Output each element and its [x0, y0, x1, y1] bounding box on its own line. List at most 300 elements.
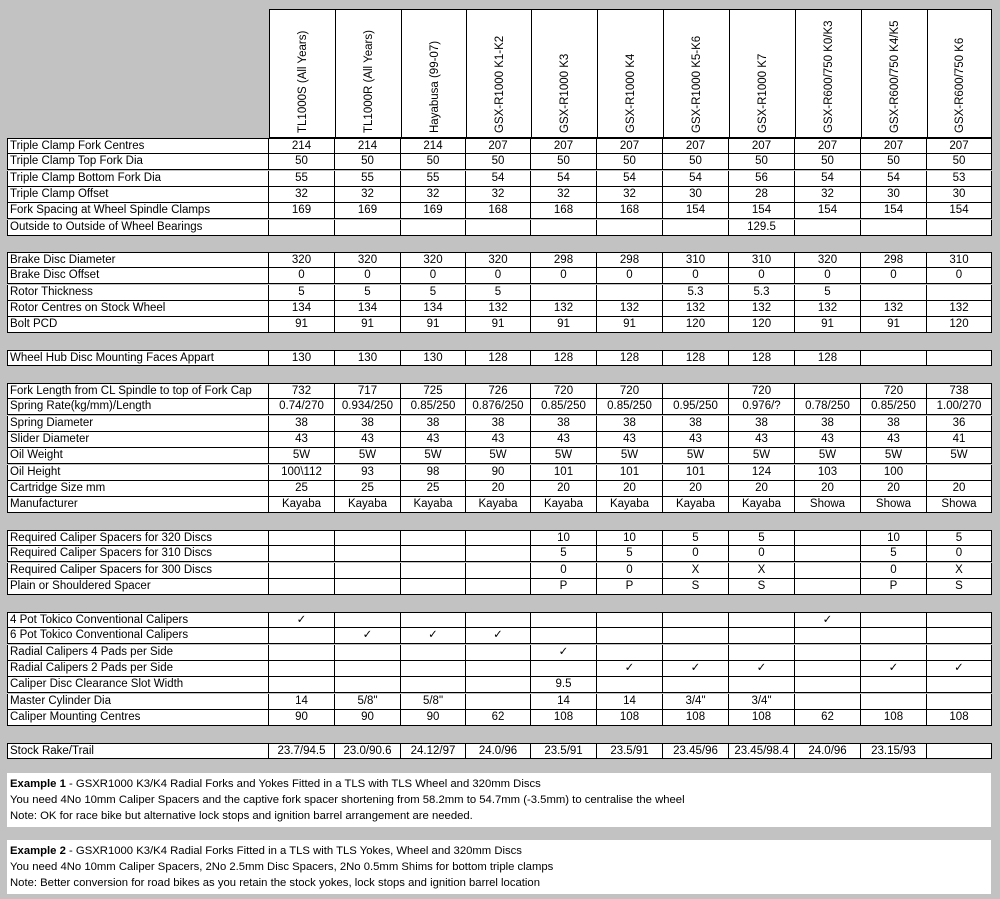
- table-cell: 0: [663, 546, 729, 562]
- table-cell: 50: [597, 154, 663, 170]
- table-cell: 43: [663, 432, 729, 448]
- table-cell: 169: [401, 203, 466, 219]
- table-cell: [861, 220, 927, 236]
- table-cell: 25: [335, 481, 401, 497]
- row-label: Spring Diameter: [7, 416, 269, 432]
- table-cell: 50: [269, 154, 335, 170]
- table-cell: 10: [597, 530, 663, 546]
- table-cell: [531, 285, 597, 301]
- table-cell: 169: [269, 203, 335, 219]
- table-cell: 132: [729, 301, 795, 317]
- table-cell: 108: [729, 710, 795, 726]
- row-label: Required Caliper Spacers for 320 Discs: [7, 530, 269, 546]
- table-cell: 298: [861, 252, 927, 268]
- table-cell: [466, 220, 531, 236]
- row-label: Radial Calipers 2 Pads per Side: [7, 661, 269, 677]
- table-cell: 3/4": [729, 694, 795, 710]
- table-cell: [927, 350, 992, 366]
- table-cell: 50: [729, 154, 795, 170]
- table-cell: Kayaba: [531, 497, 597, 513]
- table-cell: 38: [663, 416, 729, 432]
- table-cell: 320: [795, 252, 861, 268]
- table-cell: 43: [531, 432, 597, 448]
- table-cell: 38: [729, 416, 795, 432]
- table-cell: 90: [401, 710, 466, 726]
- table-cell: 0.85/250: [861, 399, 927, 415]
- table-cell: [401, 612, 466, 628]
- table-cell: 0.85/250: [531, 399, 597, 415]
- row-label: Stock Rake/Trail: [7, 743, 269, 759]
- table-cell: 38: [795, 416, 861, 432]
- table-cell: [466, 579, 531, 595]
- table-cell: 124: [729, 465, 795, 481]
- table-cell: [466, 694, 531, 710]
- table-cell: ✓: [335, 628, 401, 644]
- table-cell: 5W: [531, 448, 597, 464]
- table-cell: [927, 612, 992, 628]
- table-cell: 32: [466, 187, 531, 203]
- table-cell: 91: [531, 317, 597, 333]
- table-cell: [531, 220, 597, 236]
- table-cell: [861, 285, 927, 301]
- table-cell: 120: [663, 317, 729, 333]
- table-cell: 154: [729, 203, 795, 219]
- table-cell: 20: [663, 481, 729, 497]
- table-cell: 0: [597, 268, 663, 284]
- table-cell: [927, 743, 992, 759]
- table-cell: 41: [927, 432, 992, 448]
- table-cell: 130: [335, 350, 401, 366]
- table-cell: 154: [663, 203, 729, 219]
- table-cell: 32: [597, 187, 663, 203]
- row-label: Triple Clamp Top Fork Dia: [7, 154, 269, 170]
- table-cell: 5W: [597, 448, 663, 464]
- table-cell: 91: [401, 317, 466, 333]
- model-header-label: GSX-R1000 K5-K6: [691, 35, 703, 133]
- table-cell: 54: [663, 171, 729, 187]
- table-cell: 128: [531, 350, 597, 366]
- table-cell: [335, 645, 401, 661]
- example-1-note: [7, 773, 991, 827]
- table-cell: [795, 579, 861, 595]
- model-header-label: GSX-R1000 K1-K2: [493, 35, 506, 133]
- table-cell: 54: [861, 171, 927, 187]
- table-cell: ✓: [269, 612, 335, 628]
- table-cell: [795, 383, 861, 399]
- table-cell: 23.0/90.6: [335, 743, 401, 759]
- table-cell: 91: [269, 317, 335, 333]
- table-cell: 207: [729, 138, 795, 154]
- example-1-title-rest: - GSXR1000 K3/K4 Radial Forks and Yokes Fitted in a TLS with TLS Wheel and 320mm Discs: [65, 778, 541, 790]
- model-header-label: Hayabusa (99-07): [428, 40, 441, 133]
- row-label: Cartridge Size mm: [7, 481, 269, 497]
- table-cell: 43: [269, 432, 335, 448]
- table-cell: 43: [401, 432, 466, 448]
- table-cell: [927, 220, 992, 236]
- table-cell: 25: [269, 481, 335, 497]
- table-cell: ✓: [927, 661, 992, 677]
- table-cell: 0: [729, 268, 795, 284]
- table-cell: 0.95/250: [663, 399, 729, 415]
- table-cell: 50: [861, 154, 927, 170]
- table-cell: 90: [466, 465, 531, 481]
- table-cell: 5: [663, 530, 729, 546]
- table-cell: 169: [335, 203, 401, 219]
- table-cell: [663, 383, 729, 399]
- table-cell: 0.934/250: [335, 399, 401, 415]
- table-cell: Showa: [795, 497, 861, 513]
- example-1-title: Example 1: [10, 778, 66, 790]
- table-cell: Kayaba: [401, 497, 466, 513]
- table-cell: 0: [927, 546, 992, 562]
- table-cell: [927, 628, 992, 644]
- row-label: Bolt PCD: [7, 317, 269, 333]
- table-cell: 154: [795, 203, 861, 219]
- table-cell: ✓: [861, 661, 927, 677]
- model-header-label: GSX-R1000 K4: [625, 53, 637, 133]
- example-1-line2: You need 4No 10mm Caliper Spacers and the captive fork spacer shortening from 58.2mm to 54.7mm (-3.5mm) to centralise the wheel: [10, 794, 685, 806]
- table-cell: 128: [795, 350, 861, 366]
- table-cell: 168: [597, 203, 663, 219]
- table-cell: 108: [663, 710, 729, 726]
- table-cell: 50: [401, 154, 466, 170]
- table-cell: 32: [401, 187, 466, 203]
- table-cell: 310: [663, 252, 729, 268]
- table-cell: 5W: [795, 448, 861, 464]
- row-label: Triple Clamp Bottom Fork Dia: [7, 171, 269, 187]
- table-cell: [335, 530, 401, 546]
- table-cell: [597, 645, 663, 661]
- table-cell: 43: [597, 432, 663, 448]
- table-cell: [269, 579, 335, 595]
- table-cell: Kayaba: [597, 497, 663, 513]
- table-cell: 132: [663, 301, 729, 317]
- table-cell: Kayaba: [729, 497, 795, 513]
- table-cell: 54: [795, 171, 861, 187]
- table-cell: 134: [335, 301, 401, 317]
- table-cell: 55: [401, 171, 466, 187]
- row-label: Manufacturer: [7, 497, 269, 513]
- table-cell: 23.7/94.5: [269, 743, 335, 759]
- example-2-note: [7, 840, 991, 894]
- table-cell: 23.45/96: [663, 743, 729, 759]
- row-label: Fork Spacing at Wheel Spindle Clamps: [7, 203, 269, 219]
- row-label: Radial Calipers 4 Pads per Side: [7, 645, 269, 661]
- table-cell: 732: [269, 383, 335, 399]
- table-cell: [466, 563, 531, 579]
- model-header: [269, 9, 336, 138]
- table-cell: 43: [466, 432, 531, 448]
- table-cell: 207: [927, 138, 992, 154]
- table-cell: 28: [729, 187, 795, 203]
- table-cell: 310: [729, 252, 795, 268]
- table-cell: [795, 220, 861, 236]
- table-cell: [795, 645, 861, 661]
- model-header: [927, 9, 992, 138]
- table-cell: 43: [861, 432, 927, 448]
- table-cell: [335, 612, 401, 628]
- table-cell: 55: [269, 171, 335, 187]
- table-cell: 168: [466, 203, 531, 219]
- table-cell: [861, 628, 927, 644]
- table-cell: [269, 645, 335, 661]
- table-cell: 320: [466, 252, 531, 268]
- table-cell: 91: [795, 317, 861, 333]
- table-cell: 30: [927, 187, 992, 203]
- row-label: Slider Diameter: [7, 432, 269, 448]
- table-cell: S: [663, 579, 729, 595]
- table-cell: 43: [335, 432, 401, 448]
- table-cell: 38: [861, 416, 927, 432]
- table-cell: 50: [927, 154, 992, 170]
- row-label: 4 Pot Tokico Conventional Calipers: [7, 612, 269, 628]
- table-cell: [269, 563, 335, 579]
- table-cell: [269, 220, 335, 236]
- table-cell: [729, 645, 795, 661]
- table-cell: [927, 645, 992, 661]
- table-cell: 43: [729, 432, 795, 448]
- table-cell: 0: [531, 268, 597, 284]
- model-header-label: GSX-R600/750 K0/K3: [823, 20, 835, 133]
- table-cell: 20: [795, 481, 861, 497]
- table-cell: 25: [401, 481, 466, 497]
- table-cell: 38: [531, 416, 597, 432]
- table-cell: [269, 530, 335, 546]
- row-label: Caliper Mounting Centres: [7, 710, 269, 726]
- table-cell: 5: [269, 285, 335, 301]
- table-cell: [795, 628, 861, 644]
- model-header: [861, 9, 928, 138]
- table-cell: 20: [927, 481, 992, 497]
- model-header: [663, 9, 730, 138]
- row-label: Rotor Thickness: [7, 285, 269, 301]
- table-cell: 38: [335, 416, 401, 432]
- table-cell: 54: [597, 171, 663, 187]
- table-cell: 0: [861, 268, 927, 284]
- table-cell: Kayaba: [269, 497, 335, 513]
- table-cell: 5: [729, 530, 795, 546]
- table-cell: 23.15/93: [861, 743, 927, 759]
- table-cell: [335, 546, 401, 562]
- table-cell: 132: [466, 301, 531, 317]
- table-cell: [729, 612, 795, 628]
- table-cell: 108: [597, 710, 663, 726]
- table-cell: [861, 677, 927, 693]
- row-label: Plain or Shouldered Spacer: [7, 579, 269, 595]
- table-cell: 98: [401, 465, 466, 481]
- table-cell: 38: [466, 416, 531, 432]
- model-header: [795, 9, 862, 138]
- table-cell: X: [729, 563, 795, 579]
- table-cell: 108: [927, 710, 992, 726]
- table-cell: [335, 677, 401, 693]
- example-2-title-rest: - GSXR1000 K3/K4 Radial Forks Fitted in a TLS with TLS Yokes, Wheel and 320mm Discs: [65, 845, 522, 857]
- table-cell: 0: [861, 563, 927, 579]
- table-cell: [335, 220, 401, 236]
- table-cell: 101: [597, 465, 663, 481]
- table-cell: [269, 677, 335, 693]
- table-cell: [401, 530, 466, 546]
- table-cell: [663, 220, 729, 236]
- table-cell: 20: [729, 481, 795, 497]
- row-label: Wheel Hub Disc Mounting Faces Appart: [7, 350, 269, 366]
- example-1-line3: Note: OK for race bike but alternative lock stops and ignition barrel arrangement are needed.: [10, 810, 473, 822]
- table-cell: S: [729, 579, 795, 595]
- table-cell: 720: [861, 383, 927, 399]
- table-cell: 5: [795, 285, 861, 301]
- table-cell: Kayaba: [663, 497, 729, 513]
- table-cell: 10: [861, 530, 927, 546]
- table-cell: [269, 546, 335, 562]
- table-cell: 5W: [927, 448, 992, 464]
- table-cell: 36: [927, 416, 992, 432]
- table-cell: 5/8": [335, 694, 401, 710]
- table-cell: [335, 579, 401, 595]
- table-cell: [729, 628, 795, 644]
- table-cell: 93: [335, 465, 401, 481]
- model-header-label: GSX-R1000 K7: [757, 53, 769, 133]
- table-cell: [795, 694, 861, 710]
- table-cell: 32: [531, 187, 597, 203]
- table-cell: [663, 628, 729, 644]
- table-cell: 207: [795, 138, 861, 154]
- table-cell: 108: [531, 710, 597, 726]
- row-label: 6 Pot Tokico Conventional Calipers: [7, 628, 269, 644]
- table-cell: 50: [531, 154, 597, 170]
- table-cell: Showa: [861, 497, 927, 513]
- table-cell: [795, 546, 861, 562]
- model-header-label: GSX-R1000 K3: [559, 53, 571, 133]
- model-header-label: GSX-R600/750 K4/K5: [889, 20, 901, 133]
- table-cell: 214: [269, 138, 335, 154]
- table-cell: 207: [663, 138, 729, 154]
- table-cell: [466, 645, 531, 661]
- table-cell: 55: [335, 171, 401, 187]
- table-cell: 5: [401, 285, 466, 301]
- table-cell: [795, 530, 861, 546]
- example-2-title: Example 2: [10, 845, 66, 857]
- table-cell: 720: [531, 383, 597, 399]
- table-cell: 5W: [466, 448, 531, 464]
- table-cell: 5/8": [401, 694, 466, 710]
- table-cell: 32: [335, 187, 401, 203]
- table-cell: [861, 645, 927, 661]
- model-header-label: TL1000R (All Years): [363, 30, 375, 133]
- table-cell: 5.3: [729, 285, 795, 301]
- table-cell: [729, 677, 795, 693]
- table-cell: [401, 563, 466, 579]
- table-cell: 130: [401, 350, 466, 366]
- model-header-label: TL1000S (All Years): [297, 30, 309, 133]
- table-cell: [531, 628, 597, 644]
- table-cell: 54: [466, 171, 531, 187]
- table-cell: 5W: [663, 448, 729, 464]
- table-cell: 5W: [729, 448, 795, 464]
- table-cell: 5: [927, 530, 992, 546]
- table-cell: [795, 563, 861, 579]
- table-cell: 720: [597, 383, 663, 399]
- table-cell: 207: [597, 138, 663, 154]
- table-cell: P: [531, 579, 597, 595]
- table-cell: 24.12/97: [401, 743, 466, 759]
- table-cell: [401, 579, 466, 595]
- table-cell: [466, 530, 531, 546]
- table-cell: [531, 612, 597, 628]
- table-cell: 53: [927, 171, 992, 187]
- table-cell: [335, 661, 401, 677]
- table-cell: 9.5: [531, 677, 597, 693]
- table-cell: 134: [401, 301, 466, 317]
- table-cell: ✓: [531, 645, 597, 661]
- example-2-line3: Note: Better conversion for road bikes as you retain the stock yokes, lock stops and ignition barrel location: [10, 877, 540, 889]
- table-cell: 50: [663, 154, 729, 170]
- table-cell: 56: [729, 171, 795, 187]
- table-cell: X: [663, 563, 729, 579]
- table-cell: ✓: [663, 661, 729, 677]
- table-cell: [927, 465, 992, 481]
- table-cell: 214: [401, 138, 466, 154]
- table-cell: 50: [466, 154, 531, 170]
- table-cell: 14: [269, 694, 335, 710]
- table-cell: 91: [861, 317, 927, 333]
- model-header: [466, 9, 532, 138]
- table-cell: 5W: [335, 448, 401, 464]
- table-cell: 134: [269, 301, 335, 317]
- table-cell: [663, 612, 729, 628]
- table-cell: 100\112: [269, 465, 335, 481]
- table-cell: [401, 546, 466, 562]
- table-cell: 1.00/270: [927, 399, 992, 415]
- table-cell: 0: [269, 268, 335, 284]
- table-cell: 129.5: [729, 220, 795, 236]
- table-cell: 24.0/96: [466, 743, 531, 759]
- table-cell: P: [597, 579, 663, 595]
- table-cell: 91: [466, 317, 531, 333]
- table-cell: 214: [335, 138, 401, 154]
- table-cell: 154: [927, 203, 992, 219]
- table-cell: X: [927, 563, 992, 579]
- table-cell: [466, 661, 531, 677]
- table-cell: [927, 694, 992, 710]
- table-cell: [795, 677, 861, 693]
- table-cell: 0: [663, 268, 729, 284]
- table-cell: 207: [861, 138, 927, 154]
- model-header: [531, 9, 598, 138]
- table-cell: 0: [531, 563, 597, 579]
- table-cell: 23.5/91: [531, 743, 597, 759]
- table-cell: 50: [335, 154, 401, 170]
- table-cell: 207: [531, 138, 597, 154]
- table-cell: [269, 628, 335, 644]
- table-cell: 128: [663, 350, 729, 366]
- table-cell: 717: [335, 383, 401, 399]
- row-label: Master Cylinder Dia: [7, 694, 269, 710]
- row-label: Brake Disc Offset: [7, 268, 269, 284]
- table-cell: 0: [729, 546, 795, 562]
- table-cell: 0.976/?: [729, 399, 795, 415]
- table-cell: 132: [597, 301, 663, 317]
- table-cell: 62: [466, 710, 531, 726]
- table-cell: [795, 661, 861, 677]
- table-cell: 0: [335, 268, 401, 284]
- table-cell: ✓: [795, 612, 861, 628]
- table-cell: 91: [597, 317, 663, 333]
- table-cell: ✓: [466, 628, 531, 644]
- model-header: [729, 9, 796, 138]
- table-cell: 38: [401, 416, 466, 432]
- table-cell: 320: [335, 252, 401, 268]
- table-cell: 0: [795, 268, 861, 284]
